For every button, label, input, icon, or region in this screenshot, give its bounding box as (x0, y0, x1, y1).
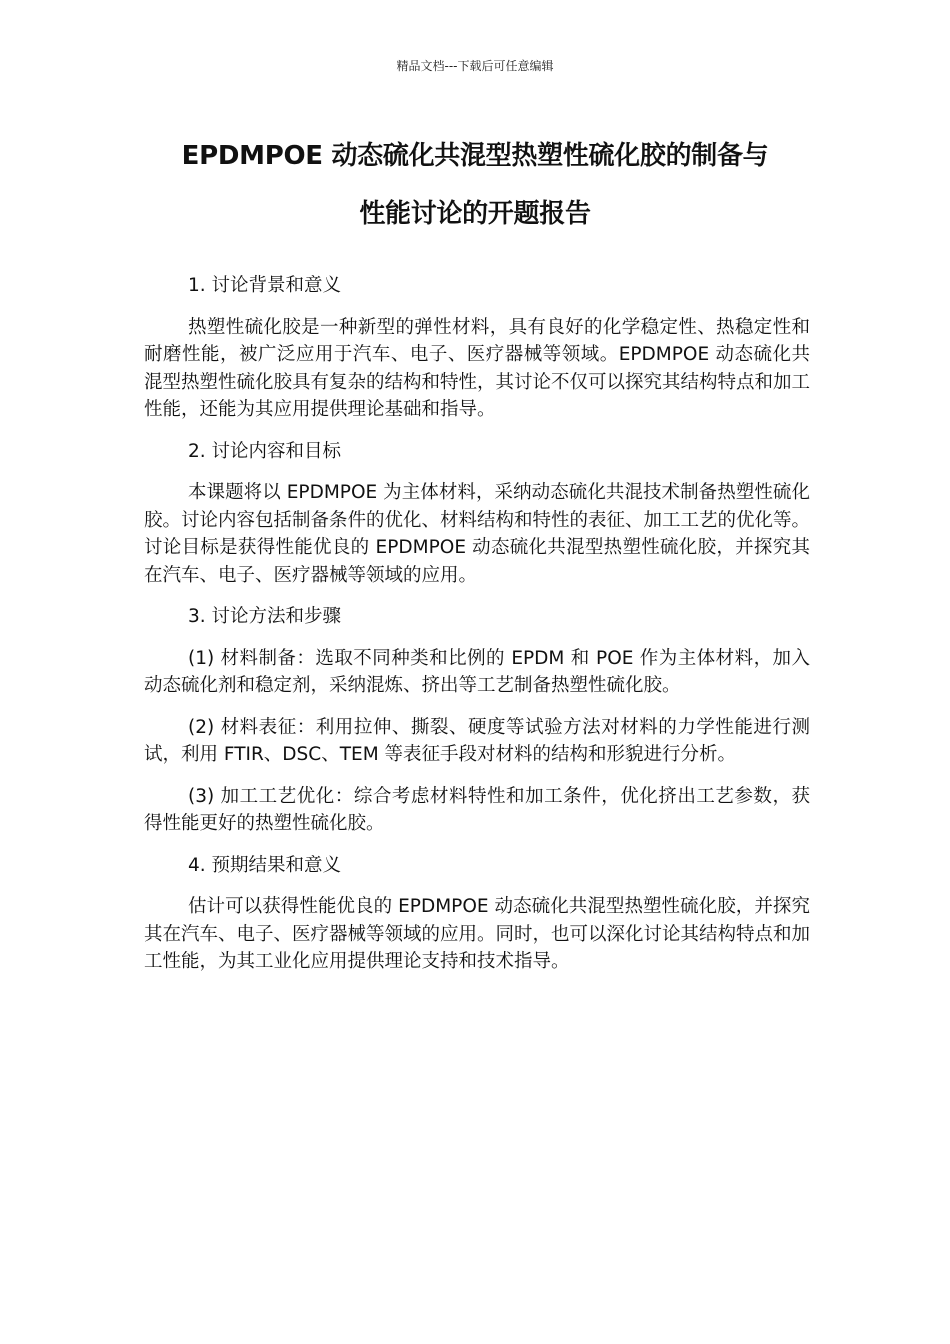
section-paragraph: (1) 材料制备：选取不同种类和比例的 EPDM 和 POE 作为主体材料，加入动态硫化剂和稳定剂，采纳混炼、挤出等工艺制备热塑性硫化胶。 (144, 647, 810, 696)
document-body (144, 272, 810, 990)
section-paragraph: 热塑性硫化胶是一种新型的弹性材料，具有良好的化学稳定性、热稳定性和耐磨性能，被广泛应用于汽车、电子、医疗器械等领域。EPDMPOE 动态硫化共混型热塑性硫化胶具有复杂的结构和特性，其讨论不仅可以探究其结构特点和加工性能，还能为其应用提供理论基础和指导。 (144, 316, 811, 420)
page-header-note: 精品文档---下载后可任意编辑 (396, 59, 554, 73)
document-title-line-1: EPDMPOE 动态硫化共混型热塑性硫化胶的制备与 (181, 141, 769, 171)
document-title-line-2: 性能讨论的开题报告 (359, 199, 591, 229)
section-paragraph: (3) 加工工艺优化：综合考虑材料特性和加工条件，优化挤出工艺参数，获得性能更好的热塑性硫化胶。 (144, 785, 810, 834)
section-heading-background: 1. 讨论背景和意义 (188, 275, 342, 296)
section-heading-expected-results: 4. 预期结果和意义 (188, 854, 342, 876)
section-paragraph: 估计可以获得性能优良的 EPDMPOE 动态硫化共混型热塑性硫化胶，并探究其在汽车、电子、医疗器械等领域的应用。同时，也可以深化讨论其结构特点和加工性能，为其工业化应用提供理论支持和技术指导。 (144, 896, 811, 972)
section-heading-content-goals: 2. 讨论内容和目标 (188, 440, 342, 462)
section-heading-methods: 3. 讨论方法和步骤 (188, 606, 342, 627)
section-paragraph: (2) 材料表征：利用拉伸、撕裂、硬度等试验方法对材料的力学性能进行测试，利用 FTIR、DSC、TEM 等表征手段对材料的结构和形貌进行分析。 (144, 716, 810, 765)
section-paragraph: 本课题将以 EPDMPOE 为主体材料，采纳动态硫化共混技术制备热塑性硫化胶。讨论内容包括制备条件的优化、材料结构和特性的表征、加工工艺的优化等。讨论目标是获得性能优良的 EPDMPOE 动态硫化共混型热塑性硫化胶，并探究其在汽车、电子、医疗器械等领域的应用。 (144, 482, 811, 586)
